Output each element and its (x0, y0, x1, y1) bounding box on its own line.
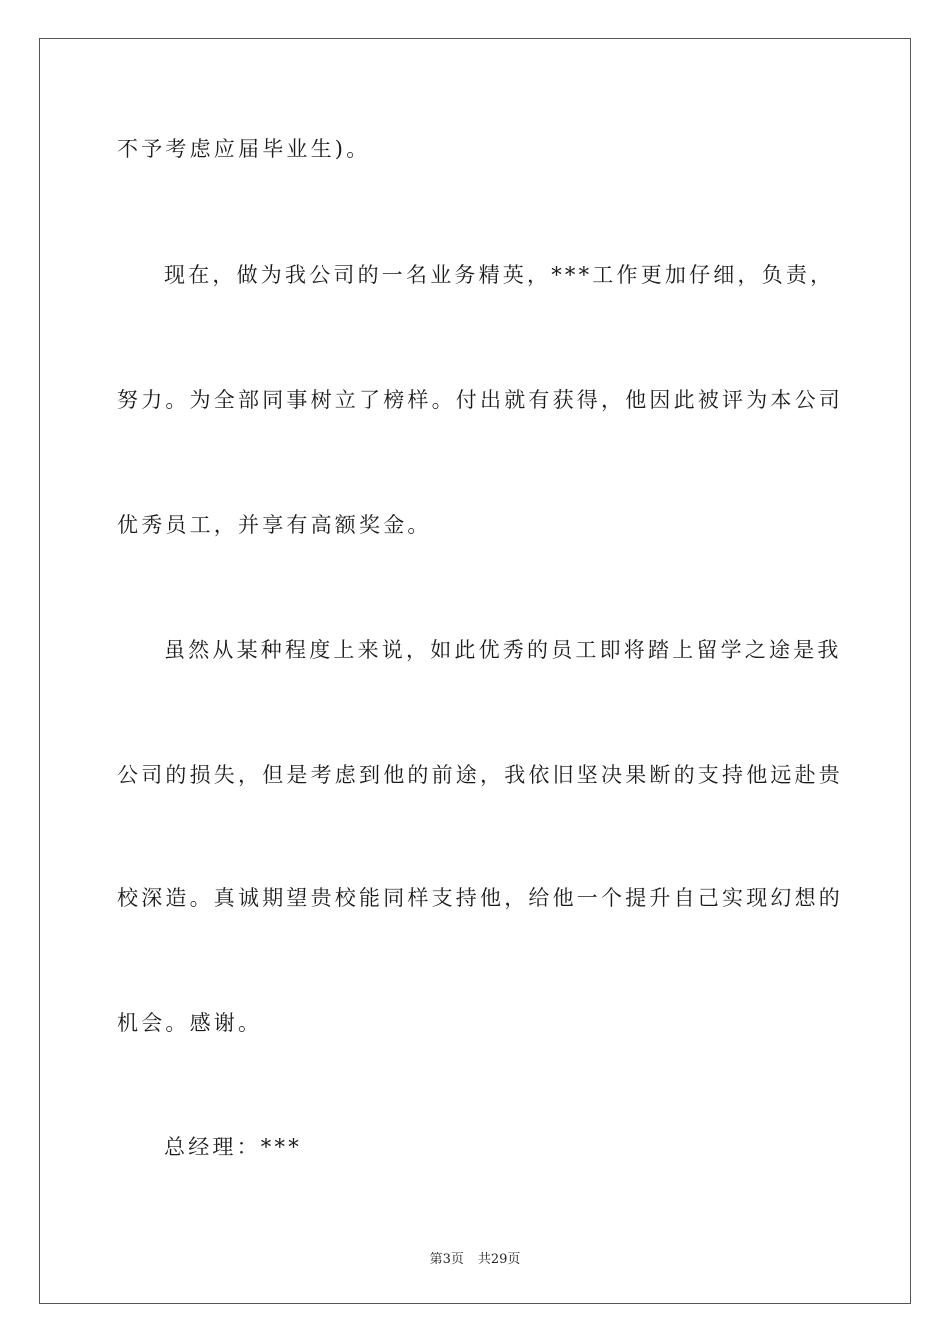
text-line-3: 努力。为全部同事树立了榜样。付出就有获得，他因此被评为本公司 (117, 388, 843, 412)
page-border (39, 38, 911, 1304)
text-line-4: 优秀员工，并享有高额奖金。 (117, 513, 432, 537)
text-line-7: 校深造。真诚期望贵校能同样支持他，给他一个提升自己实现幻想的 (117, 886, 843, 910)
text-line-5: 虽然从某种程度上来说，如此优秀的员工即将踏上留学之途是我 (164, 638, 842, 662)
page-number: 第3页 (429, 1252, 464, 1267)
page-footer (0, 1248, 950, 1267)
text-line-1: 不予考虑应届毕业生)。 (117, 137, 371, 161)
signature-line: 总经理：*** (164, 1135, 302, 1159)
text-line-2: 现在，做为我公司的一名业务精英，***工作更加仔细，负责， (164, 263, 835, 287)
page-total: 共29页 (477, 1252, 521, 1267)
text-line-8: 机会。感谢。 (117, 1011, 263, 1035)
text-line-6: 公司的损失，但是考虑到他的前途，我依旧坚决果断的支持他远赴贵 (117, 763, 843, 787)
